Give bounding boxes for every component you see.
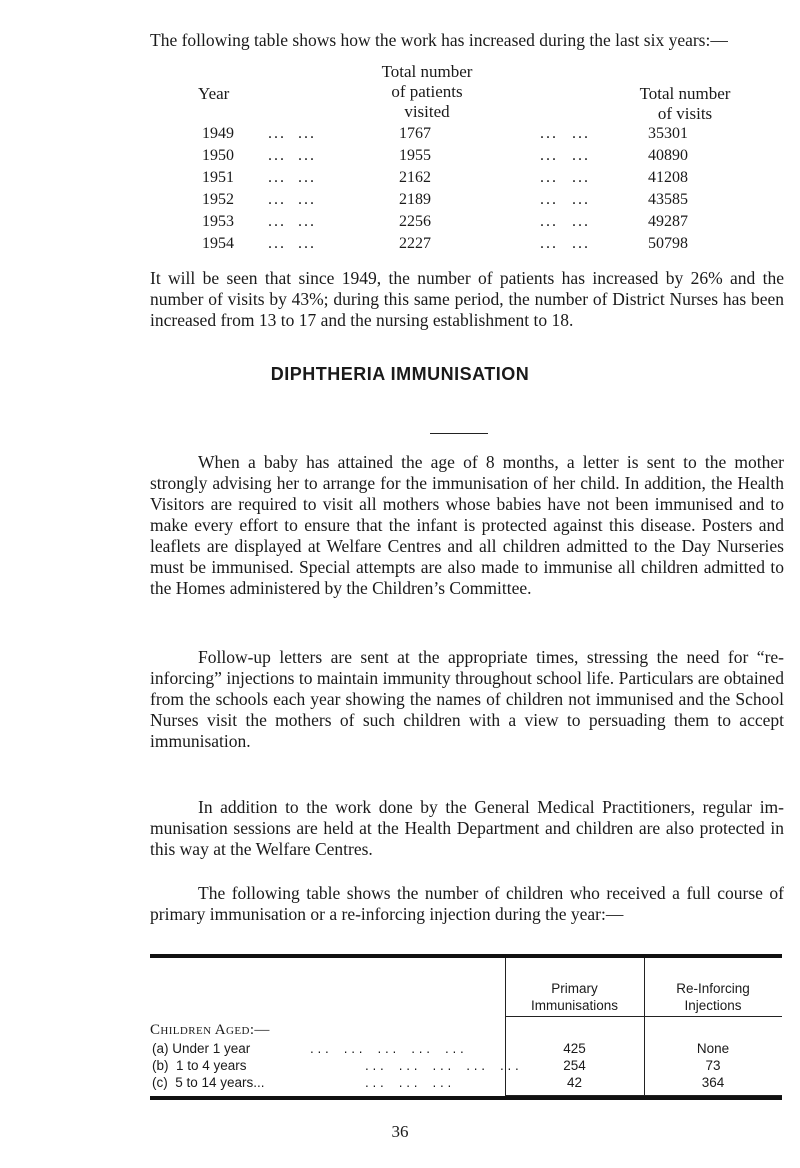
row-dots: . . . . . . . . .: [365, 1075, 452, 1090]
paragraph-4: The following table shows the number of children who received a full course of primary immunisation or a re-inforcing injection during the year:—: [150, 883, 784, 924]
totals-rule: [505, 1095, 782, 1096]
summary-paragraph: It will be seen that since 1949, the number of patients has increased by 26% and the number of visits by 43%; during this same period, the number of District Nurses has been increased from 13 to 17 and the nursing establishment to 18.: [150, 268, 784, 330]
table-row: (a) Under 1 year: [152, 1041, 251, 1056]
heading-rule: [430, 433, 488, 434]
table-row: 1949 ... ... 1767 ... ... 35301: [202, 125, 688, 142]
page-number: 36: [391, 1122, 409, 1141]
table-row: 1953 ... ... 2256 ... ... 49287: [202, 213, 688, 230]
paragraph-1: When a baby has attained the age of 8 months, a letter is sent to the mother strongly advising her to arrange for the immunisation of her child. In addition, the Health Visitors are required to visit all mothers whose babies have not been immunised and to make every effort to ensure that the infant is protected against this disease. Posters and leaflets are displayed at Welfare Centres and all children admitted to the Day Nurseries must be immunised. Special attempts are also made to immunise all children admitted to the Homes administered by the Children’s Committee.: [150, 452, 784, 598]
row-label: (b) 1 to 4 years: [152, 1058, 247, 1073]
paragraph-2: Follow-up letters are sent at the appropriate times, stressing the need for “re-inforcing” injections to maintain immunity throughout school life. Particulars are obtained from the schools each year showing the names of children not immunised and the School Nurses visit the mothers of such children with a view to persuading them to accept immunisation.: [150, 647, 784, 751]
children-section-label: Children Aged:—: [150, 1022, 270, 1038]
cell-reinforcing: 73: [705, 1058, 721, 1073]
cell-reinforcing: None: [696, 1041, 730, 1056]
header-visits: Total number of visits: [639, 84, 731, 123]
header-patients: Total number of patients visited: [381, 62, 473, 121]
row-dots: . . . . . . . . . . . . . . .: [310, 1041, 464, 1056]
col-primary-header: Primary Immunisations: [530, 981, 619, 1013]
cell-primary: 254: [563, 1058, 586, 1073]
row-label: (c) 5 to 14 years...: [152, 1075, 265, 1090]
table-row: 1952 ... ... 2189 ... ... 43585: [202, 191, 688, 208]
cell-primary: 425: [563, 1041, 586, 1056]
paragraph-3: In addition to the work done by the General Medical Practitioners, regular im-munisation sessions are held at the Health Department and children are also protected in this way at the Welfare Centres.: [150, 797, 784, 859]
table-row: 1950 ... ... 1955 ... ... 40890: [202, 147, 688, 164]
row-dots: . . . . . . . . . . . . . . .: [365, 1058, 519, 1073]
cell-primary: 42: [566, 1075, 583, 1090]
cell-reinforcing: 364: [701, 1075, 725, 1090]
table-row: 1951 ... ... 2162 ... ... 41208: [202, 169, 688, 186]
intro-text: The following table shows how the work has increased during the last six years:—: [150, 30, 728, 50]
col-reinforcing-header: Re-Inforcing Injections: [676, 981, 750, 1013]
section-heading: DIPHTHERIA IMMUNISATION: [270, 364, 530, 384]
table-row: 1954 ... ... 2227 ... ... 50798: [202, 235, 688, 252]
header-rule: [505, 1016, 782, 1017]
header-year: Year: [198, 84, 230, 103]
